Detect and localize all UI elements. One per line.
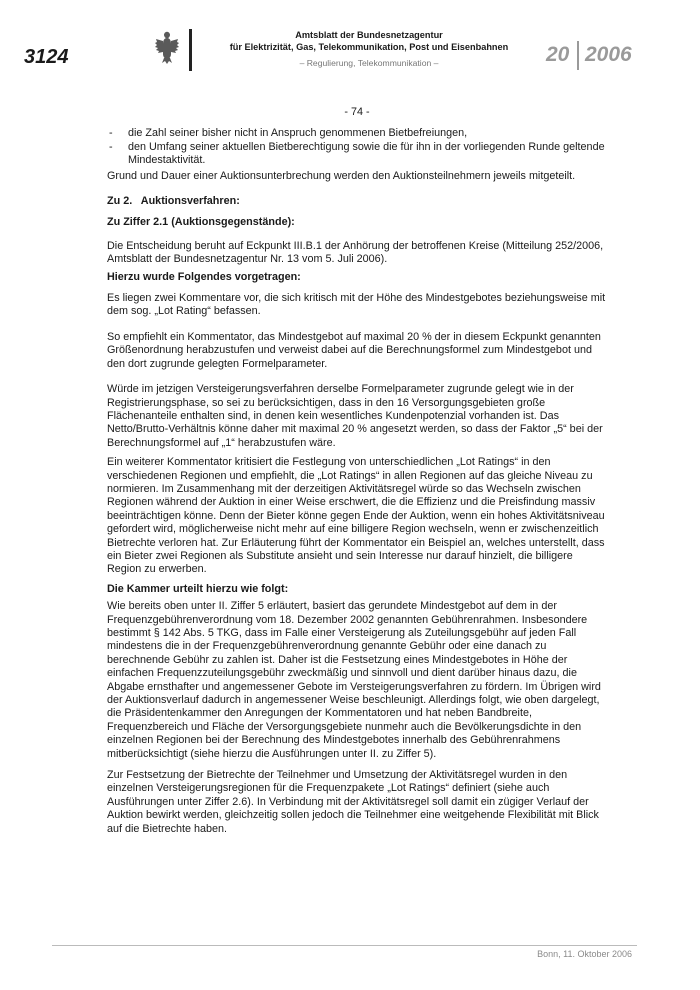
paragraph-second-commentator: Ein weiterer Kommentator kritisiert die Festlegung von unterschiedlichen „Lot Ratings“ in den verschiedenen Regionen und empfiehlt, die „Lot Ratings“ in allen Regionen auf das gleiche Niveau zu normieren. Im Zusammenhang mit der derzeitigen Aktivitätsregel würde so das Wechseln zwischen Regionen während der Auktion in einer Weise erschwert, die die Effizienz und die Preisfindung massiv beeinträchtigen könne. Denn der Bieter könne gegen Ende der Auktion, wenn ein hohes Aktivitätsniveau gefordert wird, möglicherweise nicht mehr auf eine billigere Region wechseln, wenn er zwischenzeitlich Bietrechte verloren hat. Zur Erläuterung führt der Kommentator ein Beispiel an, welches unterstellt, dass ein Bieter zwei Regionen als Substitute ansieht und sein Interesse nur darauf hinzielt, die billigere Region zu erwerben.	[107, 456, 605, 576]
header-divider	[189, 29, 192, 71]
subsection-heading: Zu Ziffer 2.1 (Auktionsgegenstände):	[107, 216, 295, 229]
section-heading: Zu 2. Auktionsverfahren:	[107, 195, 240, 208]
list-item	[107, 127, 607, 140]
submitted-heading: Hierzu wurde Folgendes vorgetragen:	[107, 270, 301, 283]
footer-date: Bonn, 11. Oktober 2006	[537, 949, 632, 959]
subpage-number: - 74 -	[344, 106, 370, 118]
paragraph-bid-rights: Zur Festsetzung der Bietrechte der Teilnehmer und Umsetzung der Aktivitätsregel wurden in den einzelnen Versteigerungsregionen für die Frequenzpakete „Lot Ratings“ definiert (siehe auch Ausführungen unter Ziffer 2.6). In Verbindung mit der Aktivitätsregel soll damit ein zügiger Verlauf der Auktion bewirkt werden, gleichzeitig sollen jedoch die Teilnehmer eine weitgehende Flexibilität mit Blick auf die Bietrechte haben.	[107, 769, 599, 835]
publisher-line-2: für Elektrizität, Gas, Telekommunikation, Post und Eisenbahnen	[229, 42, 509, 52]
publisher-line-3: – Regulierung, Telekommunikation –	[299, 58, 439, 68]
dash-marker: -	[109, 127, 113, 140]
dash-marker: -	[109, 140, 113, 153]
federal-eagle-icon	[155, 30, 179, 64]
list-item	[107, 141, 607, 168]
publisher-line-1: Amtsblatt der Bundesnetzagentur	[295, 30, 443, 40]
issue-year: 2006	[585, 43, 632, 66]
paragraph-interruption: Grund und Dauer einer Auktionsunterbrechung werden den Auktionsteilnehmern jeweils mitgeteilt.	[107, 169, 576, 182]
page-number: 3124	[24, 46, 69, 68]
document-body	[107, 106, 607, 844]
paragraph-formula: Würde im jetzigen Versteigerungsverfahren derselbe Formelparameter zugrunde gelegt wie in der Registrierungsphase, so sei zu berücksichtigen, dass in den 16 Versorgungsgebieten große Flächenanteile enthalten sind, in denen kein wesentliches Kundenpotenzial vorhanden ist. Das Netto/Brutto-Verhältnis könne daher mit maximal 20 % angesetzt werden, so dass der Faktor „5“ bei der Berechnungsformel auf „1“ herabzustufen wäre.	[107, 383, 603, 449]
judgment-heading: Die Kammer urteilt hierzu wie folgt:	[107, 582, 289, 595]
paragraph-judgment: Wie bereits oben unter II. Ziffer 5 erläutert, basiert das gerundete Mindestgebot auf dem in der Frequenzgebührenverordnung vom 18. Dezember 2002 genannten Gebührenrahmen. Insbesondere bestimmt § 142 Abs. 5 TKG, dass im Falle einer Versteigerung als Zuteilungsgebühr auf jeden Fall mindestens die in der Frequenzgebührenverordnung genannte Gebühr oder eine danach zu berechnende Gebühr zu zahlen ist. Daher ist die Festsetzung eines Mindestgebotes in Höhe der einfachen Frequenzzuteilungsgebühr zweckmäßig und sinnvoll und dient darüber hinaus dazu, die Abgabe ernsthafter und angemessener Gebote im Versteigerungsverfahren zu fördern. Im Übrigen wird der Auktionsverlauf dadurch in angemessener Weise beschleunigt. Allerdings folgt, wie oben dargelegt, die Präsidentenkammer den Anregungen der Kommentatoren und hat neben Bandbreite, Frequenzbereich und Fläche der Versorgungsgebiete nunmehr auch die Bevölkerungsdichte in den einzelnen Regionen bei der Berechnung des Mindestgebotes innerhalb des Gebührenrahmens mitberücksichtigt (siehe hierzu die Ausführungen unter II. zu Ziffer 5).	[107, 600, 601, 760]
paragraph-recommendation: So empfiehlt ein Kommentator, das Mindestgebot auf maximal 20 % der in diesem Eckpunkt genannten Größenordnung herabzustufen und verweist dabei auf die Berechnungsformel zum Mindestgebot und den dort zugrunde gelegten Formelparameter.	[107, 330, 601, 370]
bullet-list	[107, 127, 607, 167]
list-item-text: den Umfang seiner aktuellen Bietberechtigung sowie die für ihn in der vorliegenden Runde geltende Mindestaktivität.	[128, 140, 605, 167]
footer-divider	[52, 945, 637, 946]
list-item-text: die Zahl seiner bisher nicht in Anspruch genommenen Bietbefreiungen,	[128, 127, 468, 140]
paragraph-decision: Die Entscheidung beruht auf Eckpunkt III.B.1 der Anhörung der betroffenen Kreise (Mitteilung 252/2006, Amtsblatt der Bundesnetzagentur Nr. 13 vom 5. Juli 2006).	[107, 239, 604, 266]
issue-divider	[577, 41, 579, 70]
issue-number: 20	[546, 43, 570, 66]
paragraph-comments: Es liegen zwei Kommentare vor, die sich kritisch mit der Höhe des Mindestgebotes beziehungsweise mit dem sog. „Lot Rating“ befassen.	[107, 292, 606, 318]
publication-header	[204, 29, 534, 70]
